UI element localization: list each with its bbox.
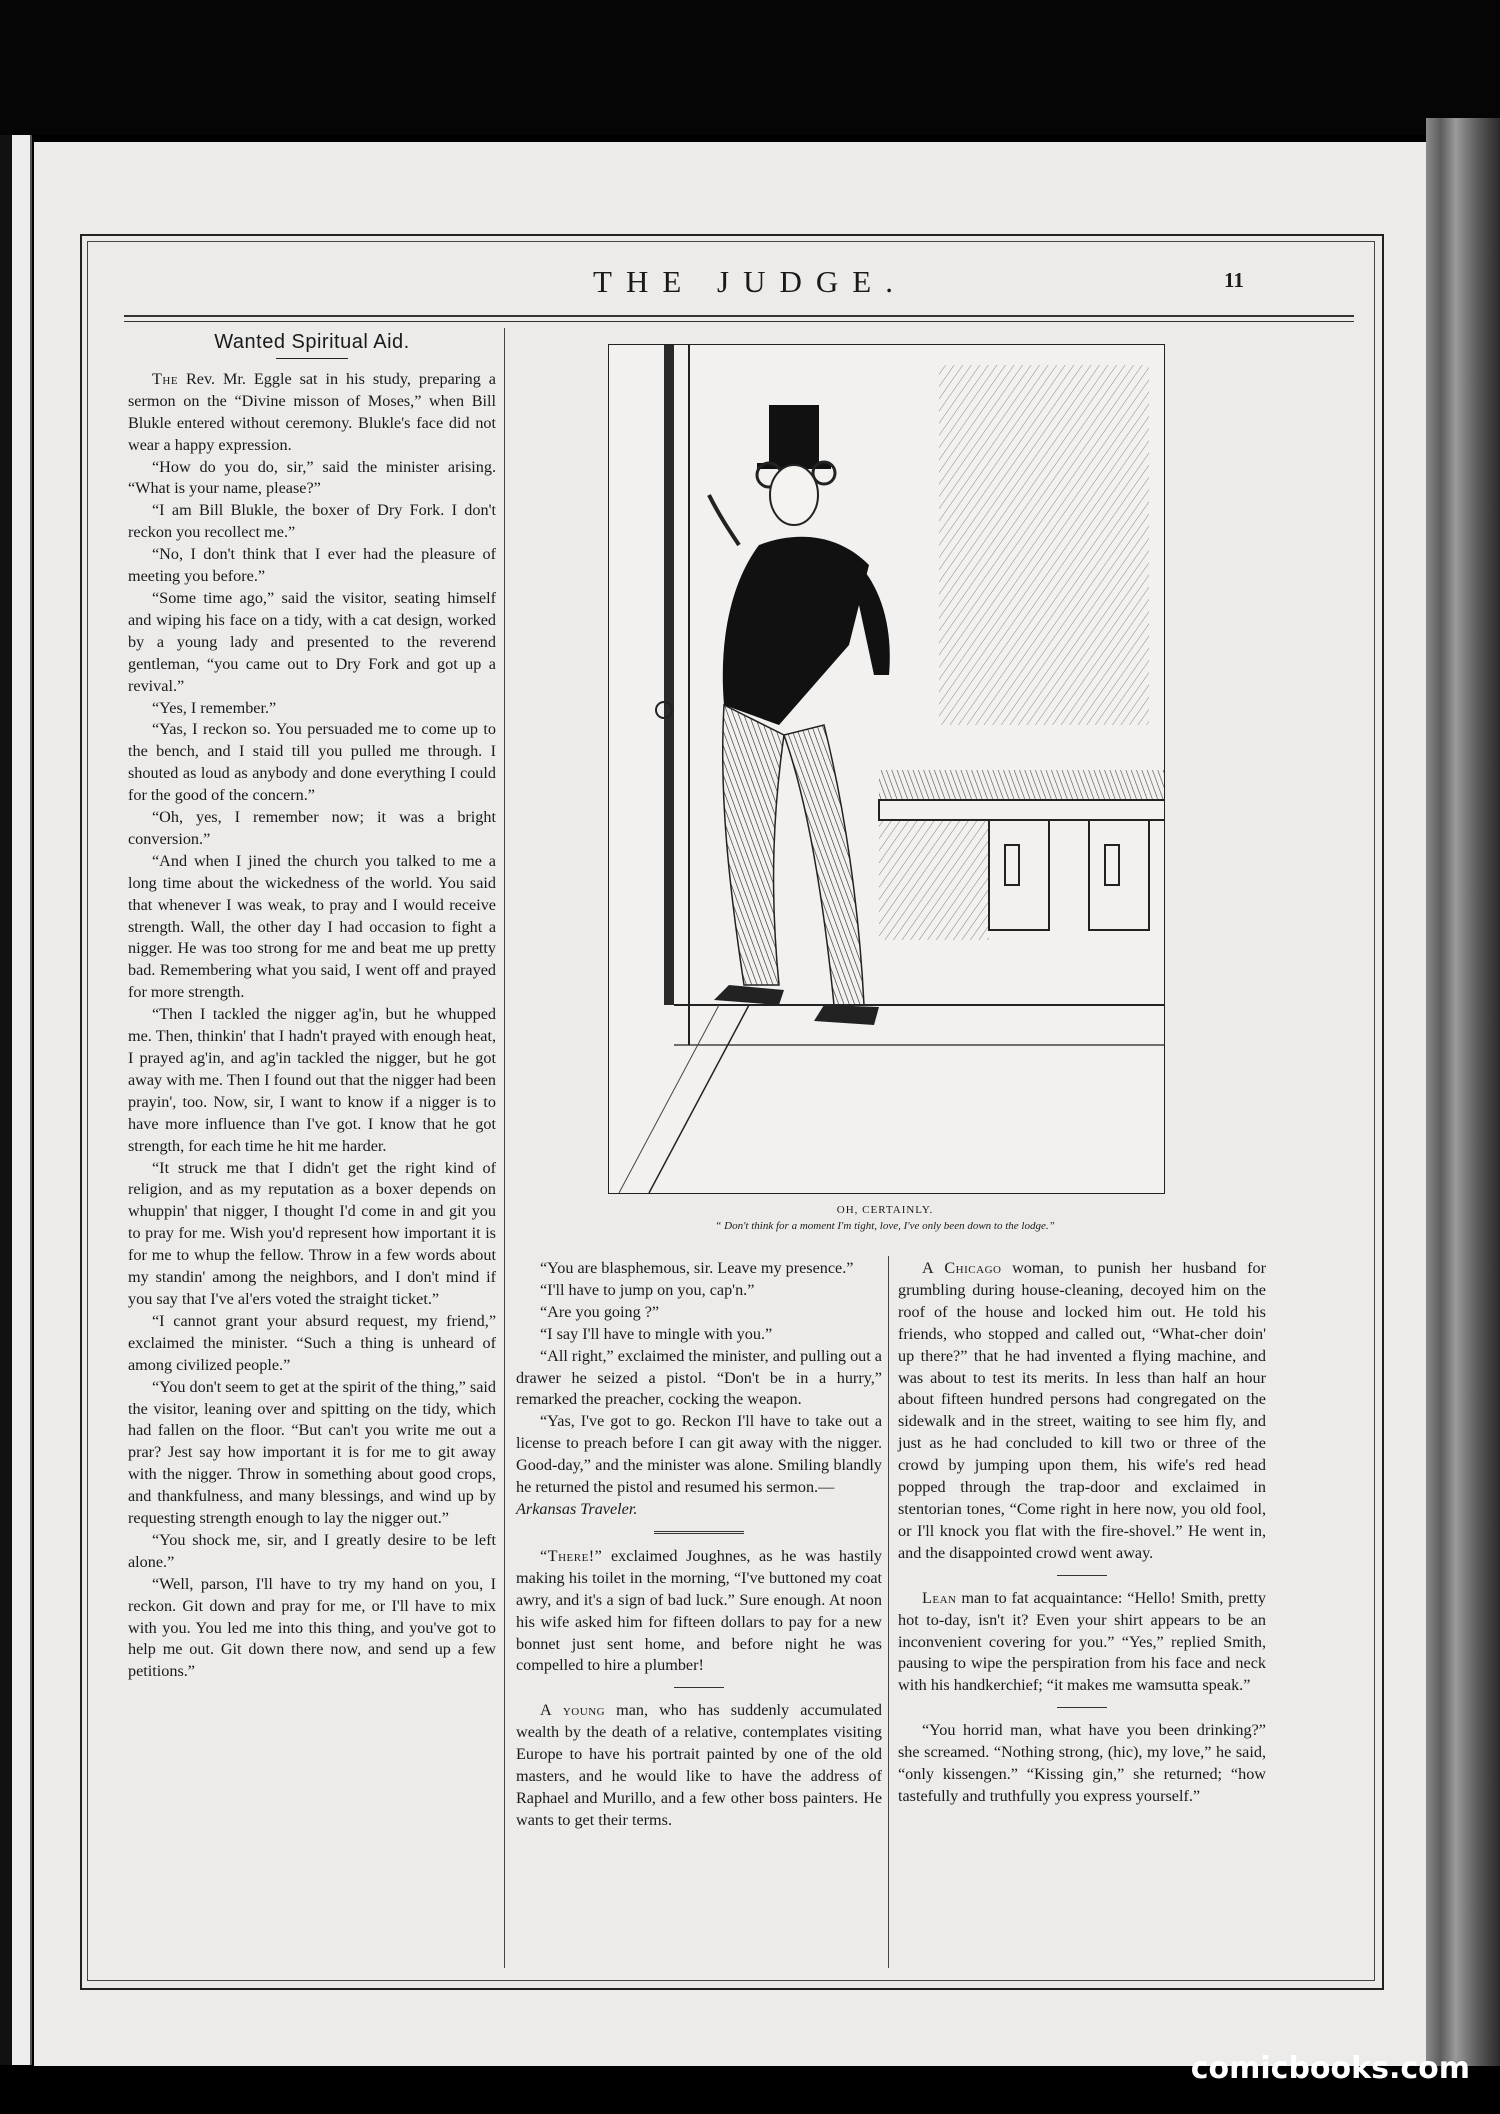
column-divider-1: [504, 328, 505, 1968]
article-paragraph: “I cannot grant your absurd request, my friend,” exclaimed the minister. “Such a thing is unheard of among civilized people.”: [128, 1311, 496, 1374]
lead-word: A Chicago: [922, 1259, 1002, 1277]
article-paragraph: “No, I don't think that I ever had the pleasure of meeting you before.”: [128, 545, 496, 586]
article-paragraph: “Yas, I've got to go. Reckon I'll have to take out a license to preach before I can git away with the nigger. Good-day,” and the minister was alone. Smiling blandly he returned the pistol and resumed his sermon.—: [516, 1412, 882, 1497]
drop-word: The: [152, 369, 179, 388]
section-separator: [1057, 1707, 1107, 1708]
paragraph-text: Rev. Mr. Eggle sat in his study, preparing a sermon on the “Divine misson of Moses,” when Bill Blukle entered without ceremony. Blukle's face did not wear a happy expression.: [128, 369, 496, 454]
article-paragraph: [128, 369, 496, 457]
paragraph-text: man to fat acquaintance: “Hello! Smith, pretty hot to-day, isn't it? Even your shirt appears to be an inconvenient covering for you.” “Yes,” replied Smith, pausing to wipe the perspiration from his face and neck with his handkerchief; “it makes me wamsutta speak.”: [898, 1588, 1266, 1695]
article-paragraph: [516, 1700, 882, 1831]
article-paragraph: “You don't seem to get at the spirit of the thing,” said the visitor, leaning over and spitting on the tidy, which had fallen on the floor. “But can't you write me out a prar? Jest say how important it is for me to git away with the nigger. Throw in something about good crops, and thankfulness, and many blessings, and wind up by requesting strength enough to lay the nigger out.”: [128, 1377, 496, 1528]
illustration-quote: “ Don't think for a moment I'm tight, love, I've only been down to the lodge.”: [715, 1220, 1055, 1232]
column-3: [898, 1258, 1266, 1808]
article-paragraph: [898, 1588, 1266, 1698]
article-paragraph: “You are blasphemous, sir. Leave my presence.”: [540, 1259, 854, 1277]
illustration-title: OH, CERTAINLY.: [836, 1204, 934, 1216]
cartoon-illustration: [608, 344, 1165, 1194]
article-source: Arkansas Traveler.: [516, 1499, 638, 1518]
article-paragraph: “How do you do, sir,” said the minister arising. “What is your name, please?”: [128, 457, 496, 498]
book-spine-edge: [1426, 118, 1500, 2078]
section-separator: [1057, 1575, 1107, 1576]
cartoon-drawing: [609, 345, 1164, 1193]
masthead-rule-thick: [124, 315, 1354, 317]
article-paragraph: “Are you going ?”: [540, 1302, 660, 1321]
section-separator: [674, 1687, 724, 1688]
watermark-text: comicbooks.com: [1190, 2051, 1470, 2086]
article-paragraph: “It struck me that I didn't get the right kind of religion, and as my reputation as a boxer depends on whuppin' that nigger, I thought I'd come in and git you to pray for me. Wish you'd represent how important it is for me to whup the fellow. Throw in a few words about my standin' among the neighbors, and I don't mind if you say that I've al'ers voted the straight ticket.”: [128, 1158, 496, 1308]
article-paragraph: “Some time ago,” said the visitor, seating himself and wiping his face on a tidy, with a cat design, worked by a young lady and presented to the reverend gentleman, “you came out to Dry Fork and got up a revival.”: [128, 588, 496, 695]
article-paragraph: “You horrid man, what have you been drinking?” she screamed. “Nothing strong, (hic), my love,” he said, “only kissengen.” “Kissing gin,” she returned; “how tastefully and truthfully you express yourself.”: [898, 1721, 1266, 1805]
article-paragraph: “Oh, yes, I remember now; it was a bright conversion.”: [128, 808, 496, 848]
masthead-title: THE JUDGE.: [593, 264, 907, 299]
article-paragraph: “Yes, I remember.”: [152, 698, 277, 717]
lead-word: “There!”: [540, 1546, 603, 1565]
scan-left-strip: [0, 135, 12, 2065]
article-paragraph: [516, 1546, 882, 1677]
page-number: 11: [1224, 268, 1244, 292]
scan-background-top: [0, 0, 1500, 135]
article-paragraph: “Then I tackled the nigger ag'in, but he whupped me. Then, thinkin' that I hadn't prayed with enough heat, I prayed ag'in, and ag'in tackled the nigger, but he got away with me. Then I found out that the nigger had been prayin', too. Now, sir, I want to know if a nigger is to have more influence than I've got. I know that he got strength, for each time he hit me harder.: [128, 1005, 496, 1155]
article-paragraph: “I am Bill Blukle, the boxer of Dry Fork. I don't reckon you recollect me.”: [128, 501, 496, 542]
column-1: [128, 332, 496, 1683]
column-2: [516, 1258, 882, 1832]
article-paragraph: “I'll have to jump on you, cap'n.”: [540, 1280, 755, 1299]
lead-word: Lean: [922, 1588, 957, 1607]
headline-rule: [276, 358, 348, 359]
article-paragraph: [898, 1258, 1266, 1565]
article-headline: Wanted Spiritual Aid.: [214, 331, 410, 353]
article-paragraph: “You shock me, sir, and I greatly desire to be left alone.”: [128, 1530, 496, 1571]
article-paragraph: “All right,” exclaimed the minister, and pulling out a drawer he seized a pistol. “Don't be in a hurry,” remarked the preacher, cocking the weapon.: [516, 1346, 882, 1409]
article-paragraph: “I say I'll have to mingle with you.”: [540, 1324, 773, 1343]
paragraph-text: man, who has suddenly accumulated wealth by the death of a relative, contemplates visiting Europe to have his portrait painted by one of the old masters, and he would like to have the address of Raphael and Murillo, and a few other boss painters. He wants to get their terms.: [516, 1701, 882, 1829]
lead-word: A young: [540, 1701, 606, 1720]
paragraph-text: exclaimed Joughnes, as he was hastily making his toilet in the morning, “I've buttoned my coat awry, and it's a sign of bad luck.” Sure enough. At noon his wife asked him for fifteen dollars to pay for a new bonnet just sent home, and before night he was compelled to hire a plumber!: [516, 1546, 882, 1675]
masthead-rule-thin: [124, 321, 1354, 322]
article-paragraph: “Yas, I reckon so. You persuaded me to come up to the bench, and I staid till you pulled me through. I shouted as loud as anybody and done everything I could for the good of the concern.”: [128, 720, 496, 805]
section-separator: [654, 1531, 744, 1534]
article-paragraph: “Well, parson, I'll have to try my hand on you, I reckon. Git down and pray for me, or I'll have to mix with you. You led me into this thing, and you've got to help me out. Git down there now, and send up a few petitions.”: [128, 1574, 496, 1681]
paragraph-text: woman, to punish her husband for grumbling during house-cleaning, decoyed him on the roof of the house and locked him out. He told his friends, who stopped and called out, “What-cher doin' up there?” that he had invented a flying machine, and was about to test its merits. In less than half an hour about fifteen hundred persons had congregated on the sidewalk and in the street, waiting to see him fly, and just as he had concluded to kill two or three of the crowd by jumping upon them, his wife's red head popped through the trap-door and exclaimed in stentorian tones, “Come right in here now, you old fool, or I'll knock you flat with the fire-shovel.” He went in, and the disappointed crowd went away.: [898, 1259, 1266, 1562]
article-paragraph: “And when I jined the church you talked to me a long time about the wickedness of the world. You said that whenever I was weak, to pray and I would receive strength. Wall, the other day I had occasion to fight a nigger. He was too strong for me and beat me up pretty bad. Remembering what you said, I went off and prayed for more strength.: [128, 851, 496, 1002]
column-divider-2: [888, 1256, 889, 1968]
